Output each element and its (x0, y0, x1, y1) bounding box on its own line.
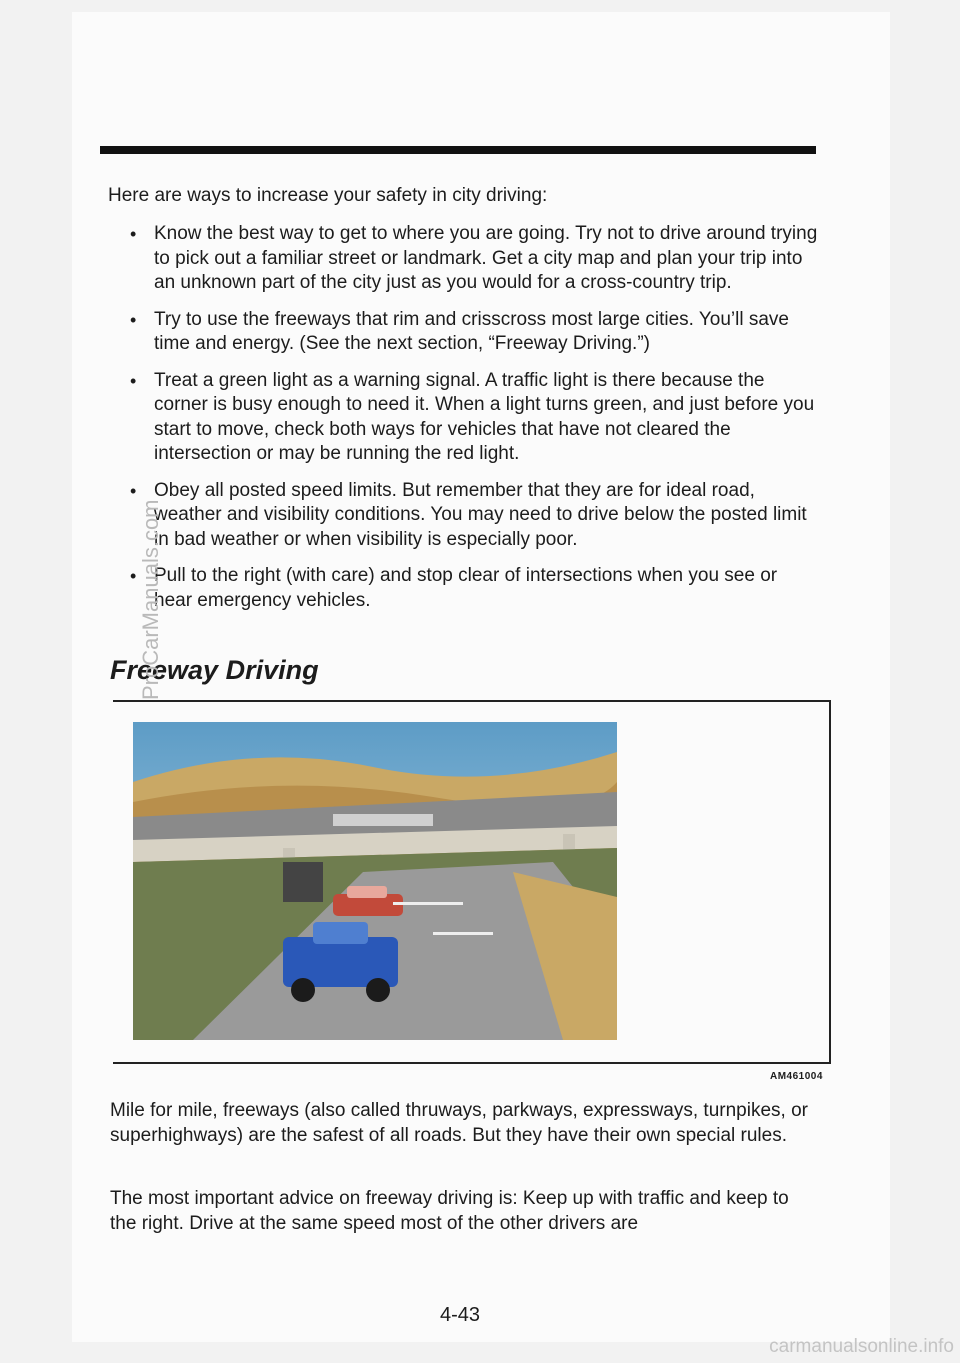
bullet-icon: • (130, 480, 137, 501)
bullet-icon: • (130, 370, 137, 391)
list-item: • Try to use the freeways that rim and crisscross most large cities. You’ll save time and energy. (See the next section, “Freeway Driving.”) (130, 308, 789, 354)
top-rule (100, 146, 816, 154)
safety-tips-list (130, 222, 820, 625)
overpass-railing (333, 814, 433, 826)
bullet-icon: • (130, 224, 137, 244)
watermark-bottom: carmanualsonline.info (769, 1336, 954, 1357)
bullet-icon: • (130, 309, 137, 330)
list-item: • Pull to the right (with care) and stop clear of intersections when you see or hear emergency vehicles. (130, 565, 778, 611)
section-title: Freeway Driving (110, 655, 319, 685)
list-item: • Know the best way to get to where you are going. Try not to drive around trying to pick out a familiar street or landmark. Get a city map and plan your trip into an unknown part of the city just as you would for a cross-country trip. (130, 223, 818, 293)
list-item: • Obey all posted speed limits. But remember that they are for ideal road, weather and visibility conditions. You may need to drive below the posted limit in bad weather or when visibility is especially poor. (130, 479, 807, 550)
bullet-icon: • (130, 566, 137, 586)
page-number: 4-43 (440, 1304, 481, 1326)
tunnel-opening (283, 862, 323, 902)
lane-marking (433, 932, 493, 935)
watermark-side: ProCarManuals.com (138, 499, 163, 700)
figure-code: AM461004 (770, 1071, 823, 1082)
lane-marking (393, 902, 463, 905)
intro-text: Here are ways to increase your safety in city driving: (108, 185, 548, 206)
paragraph: Mile for mile, freeways (also called thruways, parkways, expressways, turnpikes, or superhighways) are the safest of all roads. But they have their own special rules. (110, 1100, 808, 1146)
freeway-illustration (133, 722, 617, 1040)
list-item: • Treat a green light as a warning signal. A traffic light is there because the corner is busy enough to need it. When a light turns green, and just before you start to move, check both ways for vehicles that have not cleared the intersection or may be running the red light. (130, 369, 815, 464)
paragraph: The most important advice on freeway driving is: Keep up with traffic and keep to the right. Drive at the same speed most of the other drivers are (110, 1188, 789, 1234)
